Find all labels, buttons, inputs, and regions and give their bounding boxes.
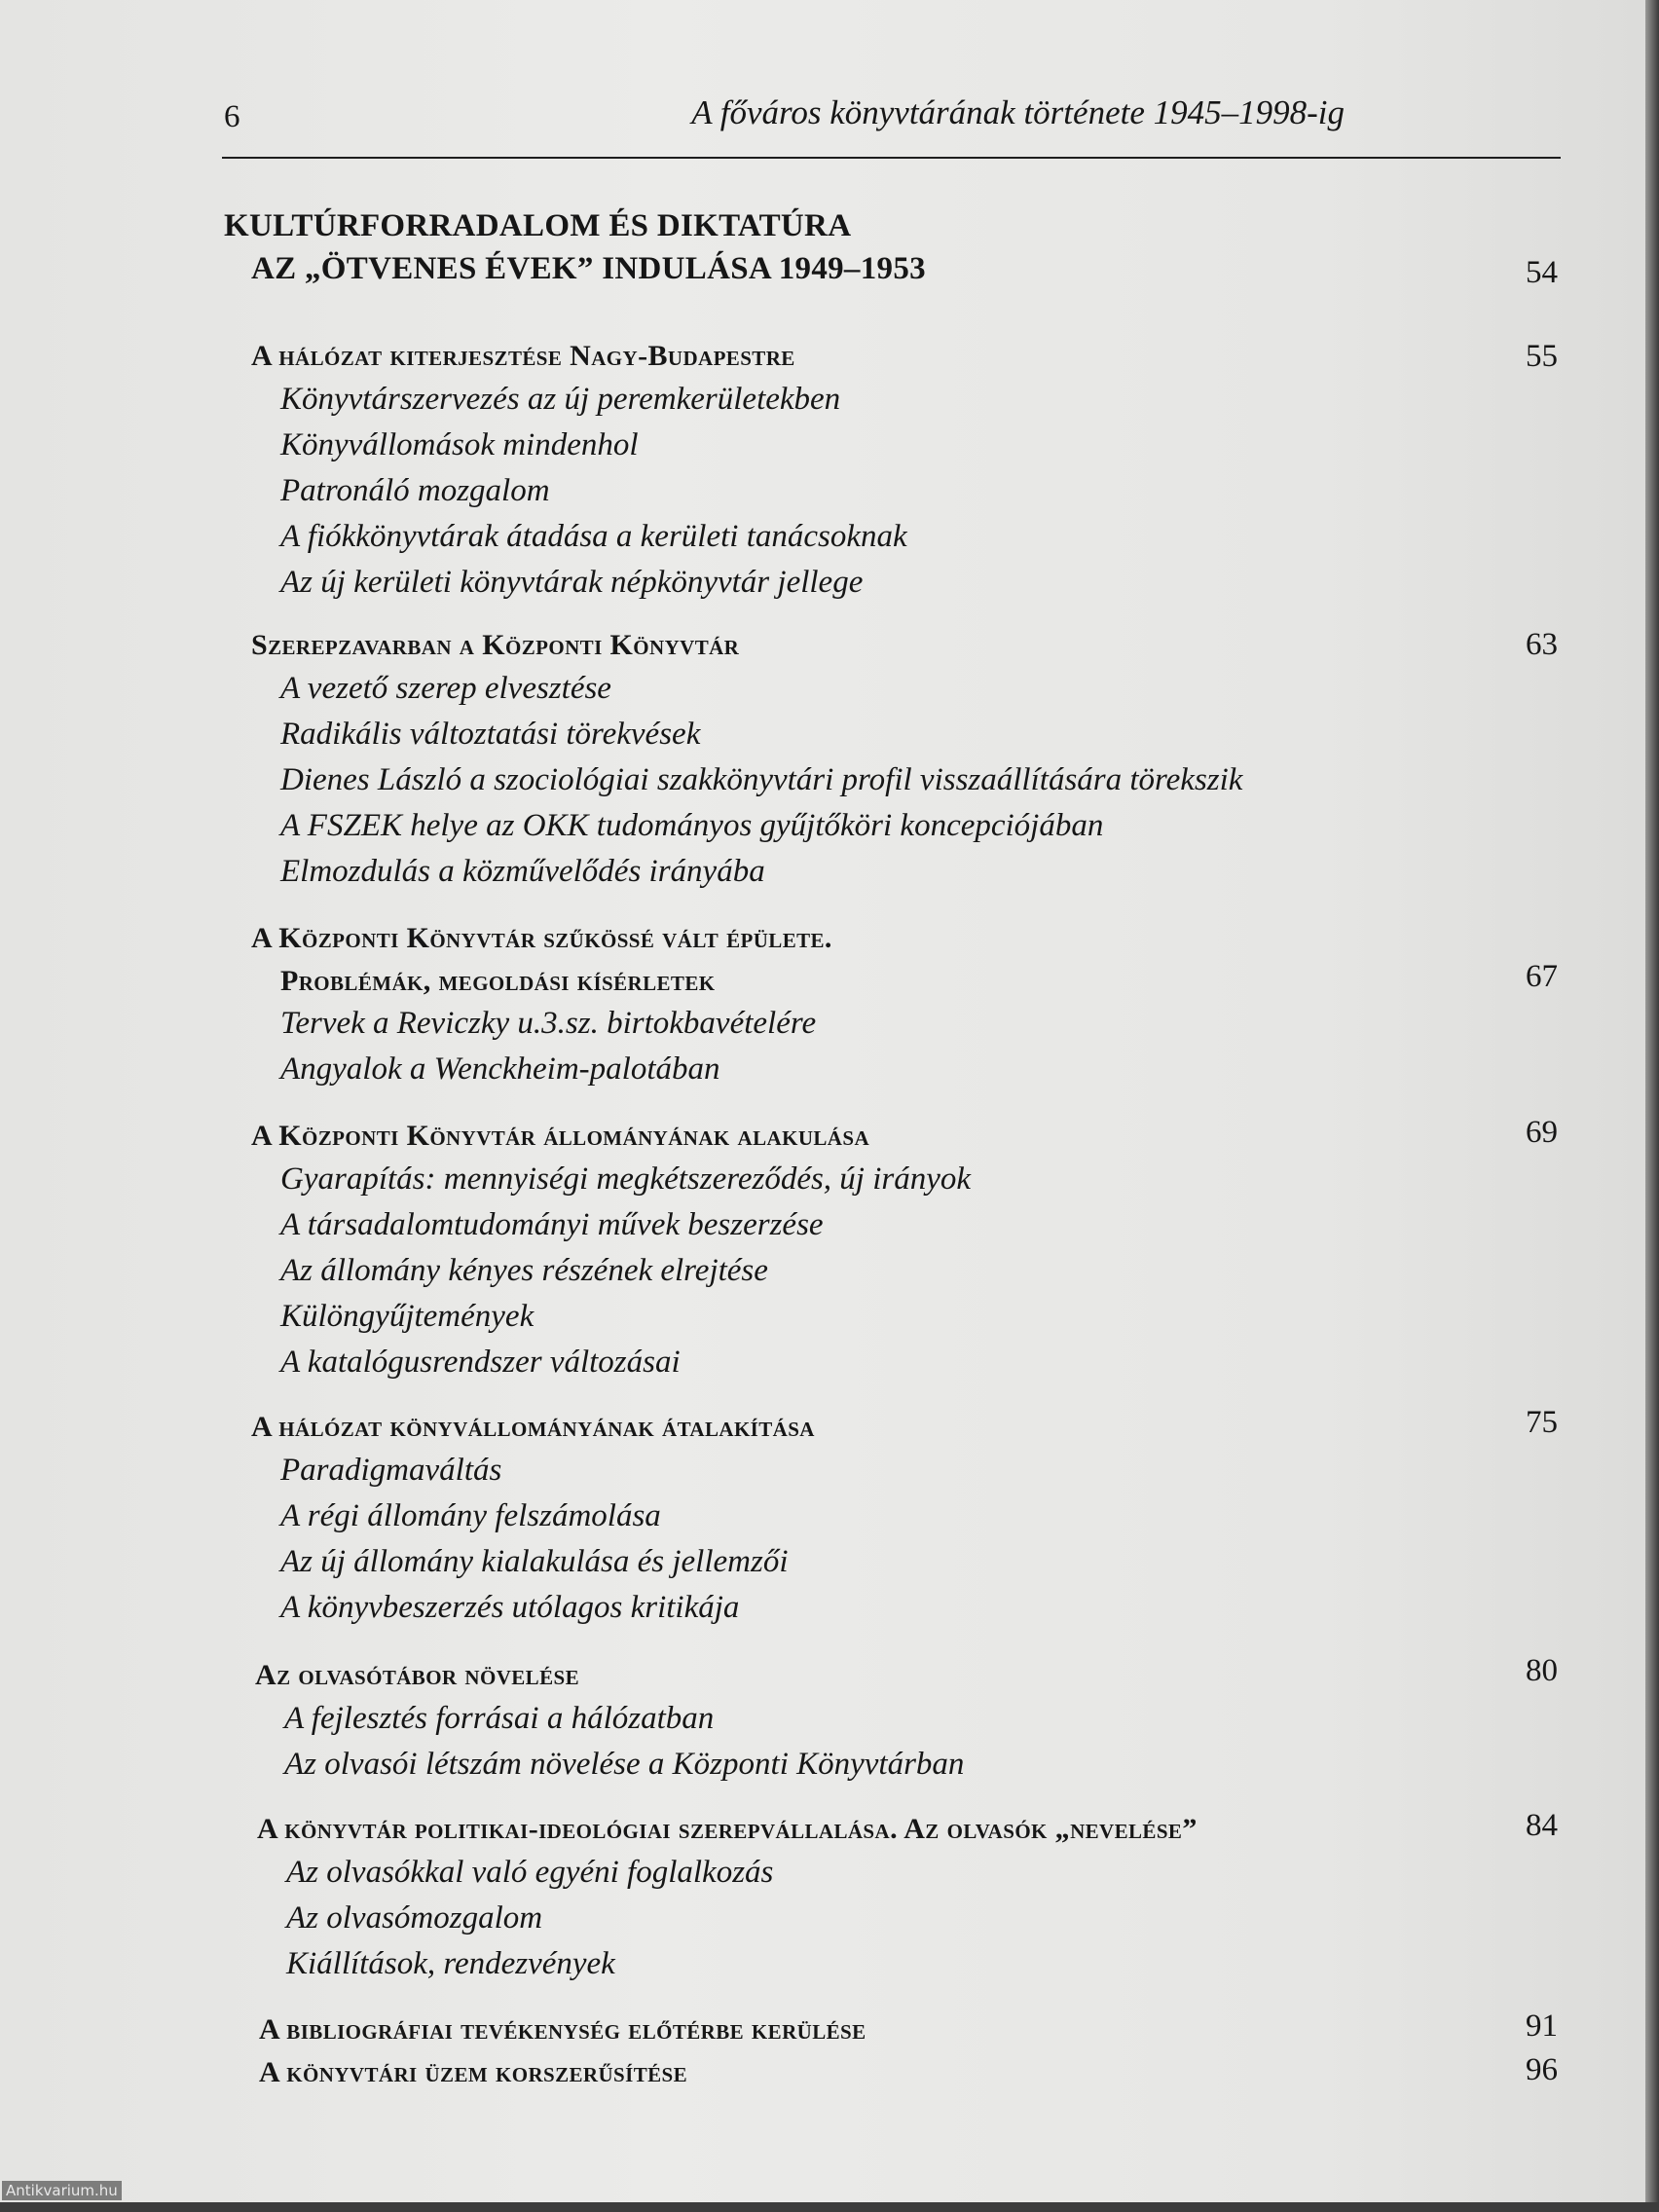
running-title: A főváros könyvtárának története 1945–1998-ig — [691, 93, 1345, 131]
subsection: A társadalomtudományi művek beszerzése — [280, 1207, 824, 1242]
section-title: A Központi Könyvtár szűkössé vált épülete. — [251, 922, 832, 954]
subsection: A könyvbeszerzés utólagos kritikája — [280, 1590, 740, 1625]
subsection: Gyarapítás: mennyiségi megkétszereződés, új irányok — [280, 1161, 972, 1197]
chapter-title-line2: AZ „ÖTVENES ÉVEK” INDULÁSA 1949–1953 — [251, 251, 926, 286]
subsection: Könyvtárszervezés az új peremkerületekben — [280, 382, 841, 417]
subsection: Paradigmaváltás — [280, 1453, 502, 1488]
section-page: 55 — [1526, 339, 1558, 374]
section-title: A könyvtári üzem korszerűsítése — [259, 2056, 687, 2088]
chapter-title-line1: KULTÚRFORRADALOM ÉS DIKTATÚRA — [224, 208, 852, 243]
subsection: Az olvasói létszám növelése a Központi Könyvtárban — [284, 1747, 965, 1782]
section-page: 84 — [1526, 1808, 1558, 1843]
subsection: Dienes László a szociológiai szakkönyvtári profil visszaállítására törekszik — [280, 762, 1243, 797]
subsection: A régi állomány felszámolása — [280, 1498, 661, 1533]
chapter-page: 54 — [1526, 255, 1558, 290]
section-title: A bibliográfiai tevékenység előtérbe kerülése — [259, 2013, 866, 2046]
section-page: 69 — [1526, 1115, 1558, 1150]
subsection: Az új állomány kialakulása és jellemzői — [280, 1544, 789, 1579]
section-title: A könyvtár politikai-ideológiai szerepvállalása. Az olvasók „nevelése” — [257, 1813, 1198, 1845]
section-page: 91 — [1526, 2009, 1558, 2044]
subsection: A fiókkönyvtárak átadása a kerületi tanácsoknak — [280, 519, 907, 554]
page-number: 6 — [224, 99, 240, 134]
subsection: A vezető szerep elvesztése — [280, 671, 611, 706]
subsection: Kiállítások, rendezvények — [286, 1946, 615, 1981]
section-title: A Központi Könyvtár állományának alakulása — [251, 1120, 870, 1152]
subsection: A fejlesztés forrásai a hálózatban — [284, 1701, 715, 1736]
section-page: 96 — [1526, 2052, 1558, 2087]
section-page: 75 — [1526, 1405, 1558, 1440]
subsection: Az olvasómozgalom — [286, 1900, 543, 1936]
page-edge-shadow — [1645, 0, 1659, 2212]
subsection: Az állomány kényes részének elrejtése — [280, 1253, 768, 1288]
subsection: Az olvasókkal való egyéni foglalkozás — [286, 1855, 774, 1890]
watermark: Antikvarium.hu — [2, 2181, 122, 2200]
page-bottom-shadow — [0, 2202, 1659, 2212]
subsection: Angyalok a Wenckheim-palotában — [280, 1051, 720, 1087]
section-title: Az olvasótábor növelése — [255, 1659, 579, 1691]
section-title: A hálózat könyvállományának átalakítása — [251, 1411, 815, 1443]
subsection: Különgyűjtemények — [280, 1299, 535, 1334]
subsection: Radikális változtatási törekvések — [280, 717, 701, 752]
section-page: 80 — [1526, 1653, 1558, 1688]
section-page: 63 — [1526, 627, 1558, 662]
subsection: Tervek a Reviczky u.3.sz. birtokbavételére — [280, 1006, 817, 1041]
section-title: Szerepzavarban a Központi Könyvtár — [251, 629, 740, 661]
section-title-line2: Problémák, megoldási kísérletek — [280, 965, 716, 997]
section-page: 67 — [1526, 959, 1558, 994]
section-title: A hálózat kiterjesztése Nagy-Budapestre — [251, 340, 795, 372]
subsection: A FSZEK helye az OKK tudományos gyűjtőköri koncepciójában — [280, 808, 1104, 843]
subsection: Az új kerületi könyvtárak népkönyvtár jellege — [280, 565, 864, 600]
subsection: Patronáló mozgalom — [280, 473, 550, 508]
subsection: Könyvállomások mindenhol — [280, 427, 639, 462]
subsection: Elmozdulás a közművelődés irányába — [280, 854, 765, 889]
subsection: A katalógusrendszer változásai — [280, 1345, 681, 1380]
